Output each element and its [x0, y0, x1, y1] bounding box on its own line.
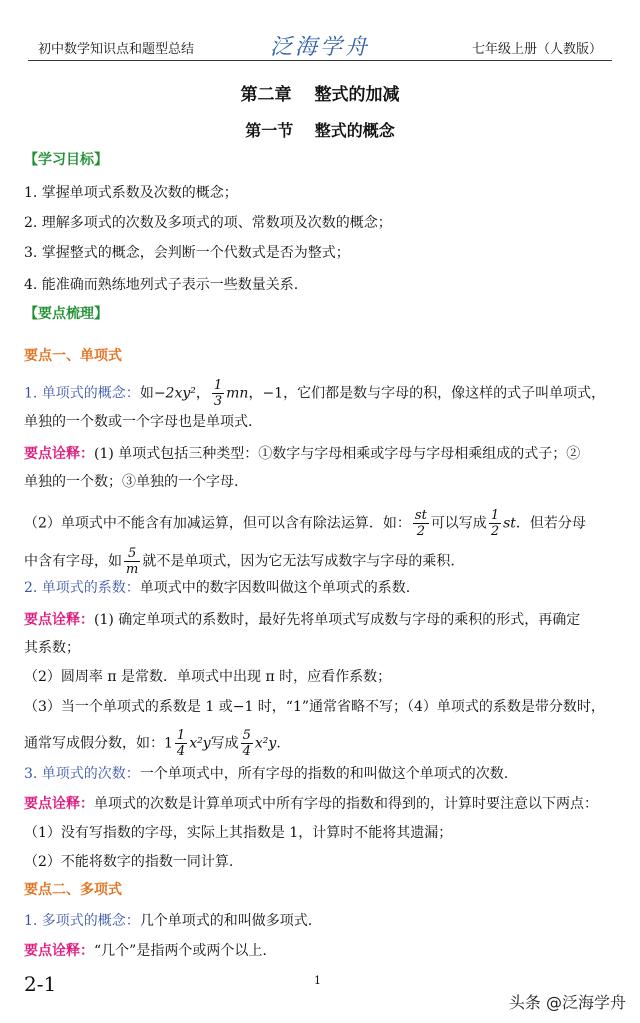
note-degree-line2: （1）没有写指数的字母，实际上其指数是 1，计算时不能将其遗漏；: [24, 825, 453, 841]
text: (1) 确定单项式的系数时，最好先将单项式写成数与字母的乘积的形式，再确定: [94, 612, 581, 628]
math-expr: mn: [226, 385, 249, 402]
points-heading: 【要点梳理】: [24, 306, 108, 322]
note-label: 要点诠释：: [24, 446, 94, 462]
numerator: 1: [176, 728, 186, 743]
text: 写成: [210, 735, 239, 752]
text: 单项式的次数是计算单项式中所有字母的指数和得到的，计算时要注意以下两点：: [94, 796, 598, 812]
monomial-coefficient: [24, 578, 618, 598]
denominator: 4: [242, 744, 251, 759]
goal-item: 3. 掌握整式的概念，会判断一个代数式是否为整式；: [24, 245, 350, 261]
polynomial-concept: [24, 911, 618, 931]
watermark: 头条 @泛海学舟: [508, 993, 626, 1012]
text: ，: [195, 385, 210, 402]
note-polynomial: [24, 941, 618, 961]
numerator: st: [414, 508, 427, 523]
text: 单项式中的数字因数叫做这个单项式的系数.: [139, 580, 411, 596]
footer-code: 2-1: [24, 972, 57, 996]
denominator: 4: [176, 744, 186, 759]
text: ，−1，它们都是数与字母的积，像这样的式子叫单项式，: [248, 385, 606, 402]
numerator: 5: [124, 546, 140, 562]
text: （2）单项式中不能含有加减运算，但可以含有除法运算．如：: [24, 515, 411, 532]
note-monomial-types-line2: 单独的一个数；③单独的一个字母.: [24, 474, 239, 490]
point1-heading: 要点一、单项式: [24, 348, 122, 364]
monomial-degree-label: 3. 单项式的次数：: [24, 766, 140, 782]
denominator: 2: [490, 524, 500, 539]
denominator: m: [126, 562, 139, 577]
goals-heading: 【学习目标】: [24, 152, 108, 168]
text: 中含有字母，如: [24, 553, 122, 570]
text: 一个单项式中，所有字母的指数的和叫做这个单项式的次数.: [139, 766, 509, 782]
fraction: [241, 728, 253, 759]
note-degree: [24, 794, 618, 814]
mixed-whole: 1: [164, 735, 173, 752]
numerator: 5: [242, 728, 251, 743]
point2-heading: 要点二、多项式: [24, 882, 122, 898]
section-title: 第一节 整式的概念: [245, 121, 395, 140]
note-coefficient-line3: （2）圆周率 π 是常数．单项式中出现 π 时，应看作系数；: [24, 669, 392, 685]
math-expr: x²y: [189, 735, 211, 752]
polynomial-concept-label: 1. 多项式的概念：: [24, 913, 140, 929]
numerator: 1: [490, 508, 500, 523]
text: “几个”是指两个或两个以上.: [94, 943, 267, 959]
note-coefficient-line2: 其系数；: [24, 640, 80, 656]
fraction: [175, 728, 187, 759]
chapter-title: 第二章 整式的加减: [240, 85, 400, 105]
text: 如: [139, 385, 154, 402]
note-coefficient-line4: （3）当一个单项式的系数是 1 或−1 时，“1”通常省略不写；（4）单项式的系数是带分数时，: [24, 699, 605, 715]
math-expr: −2xy²: [153, 385, 196, 402]
text: 就不是单项式，因为它无法写成数字与字母的乘积.: [142, 553, 455, 570]
text: (1) 单项式包括三种类型：①数字与字母相乘或字母与字母相乘组成的式子；②: [94, 446, 581, 462]
denominator: 2: [416, 524, 425, 539]
numerator: 1: [213, 378, 223, 393]
note-label: 要点诠释：: [24, 612, 94, 628]
fraction: [413, 508, 429, 539]
header-left-text: 初中数学知识点和题型总结: [38, 42, 195, 57]
note-degree-line3: （2）不能将数字的指数一同计算.: [24, 854, 234, 870]
fraction: [124, 546, 140, 577]
denominator: 3: [213, 394, 223, 409]
math-expr: x²y: [254, 735, 277, 752]
text: ．但若分母: [515, 515, 586, 532]
header-right-text: 七年级上册（人教版）: [471, 42, 602, 57]
text: 通常写成假分数，如：: [24, 735, 164, 752]
text: 几个单项式的和叫做多项式.: [139, 913, 313, 929]
goal-item: 1. 掌握单项式系数及次数的概念；: [24, 185, 238, 201]
header-brand: 泛海学舟: [269, 35, 370, 60]
note-label: 要点诠释：: [24, 796, 94, 812]
text: .: [276, 735, 281, 752]
note-coefficient-line5: [24, 728, 618, 759]
monomial-concept-label: 1. 单项式的概念：: [24, 385, 140, 402]
fraction: [489, 508, 501, 539]
note-label: 要点诠释：: [24, 943, 94, 959]
monomial-coefficient-label: 2. 单项式的系数：: [24, 580, 140, 596]
note-division: [24, 508, 618, 539]
fraction: [212, 378, 224, 409]
math-expr: st: [503, 515, 516, 532]
goal-item: 4. 能准确而熟练地列式子表示一些数量关系.: [24, 277, 299, 293]
text: 可以写成: [430, 515, 487, 532]
note-division-line2: [24, 546, 618, 577]
monomial-concept: [24, 378, 618, 409]
monomial-concept-line2: 单独的一个数或一个字母也是单项式.: [24, 414, 253, 430]
note-monomial-types: [24, 444, 618, 464]
goal-item: 2. 理解多项式的次数及多项式的项、常数项及次数的概念；: [24, 215, 392, 231]
page-header: [28, 30, 612, 61]
note-coefficient: [24, 610, 618, 630]
monomial-degree: [24, 764, 618, 784]
page-number: 1: [314, 974, 321, 987]
